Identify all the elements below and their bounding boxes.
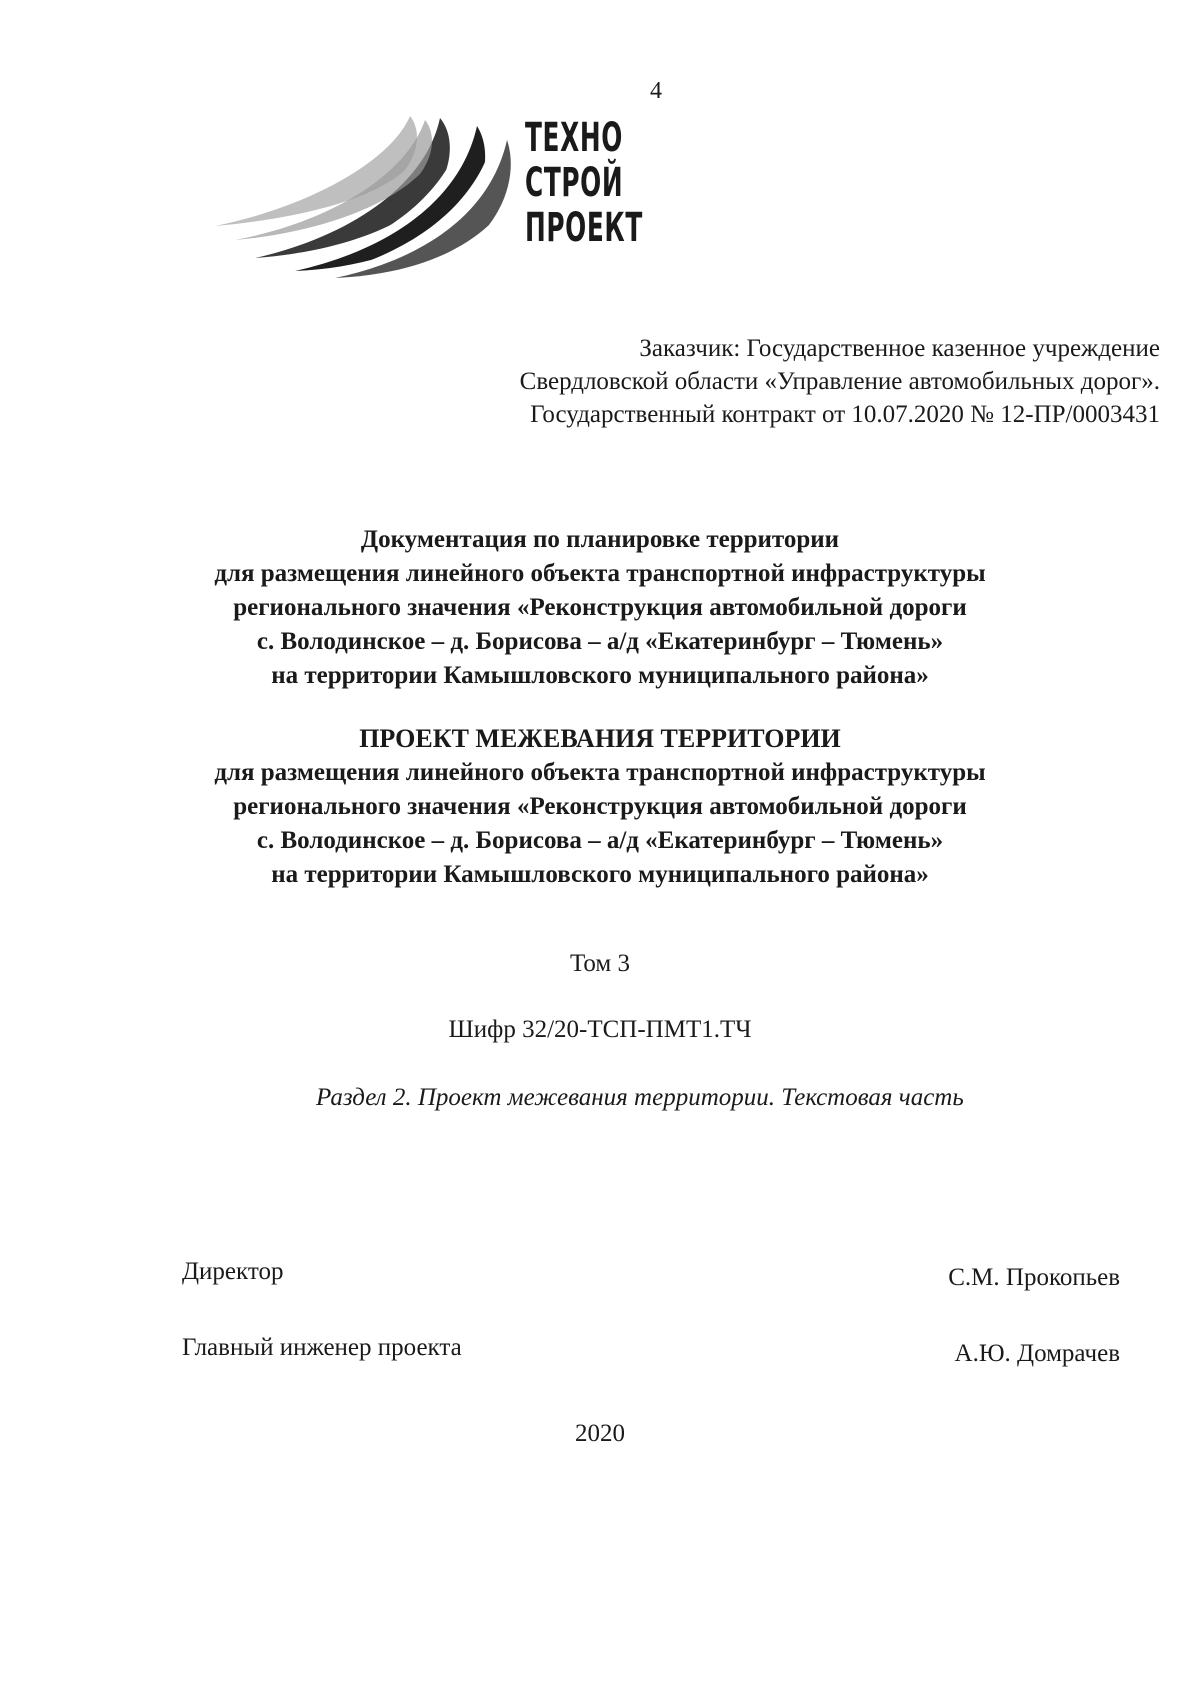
signature-role-chief-engineer: Главный инженер проекта	[182, 1334, 462, 1361]
documentation-line-3: регионального значения «Реконструкция автомобильной дороги	[233, 594, 967, 621]
project-heading: ПРОЕКТ МЕЖЕВАНИЯ ТЕРРИТОРИИ	[359, 724, 841, 753]
customer-line-3: Государственный контракт от 10.07.2020 № 12-ПР/0003431	[530, 401, 1160, 428]
page-number: 4	[650, 78, 662, 104]
project-line-3: с. Володинское – д. Борисова – а/д «Екатеринбург – Тюмень»	[256, 827, 944, 854]
year-label: 2020	[575, 1420, 625, 1447]
documentation-title	[100, 523, 1100, 693]
section-label: Раздел 2. Проект межевания территории. Текстовая часть	[316, 1084, 964, 1111]
logo-text	[525, 116, 643, 251]
customer-line-2: Свердловской области «Управление автомобильных дорог».	[519, 368, 1160, 395]
project-line-1: для размещения линейного объекта транспортной инфраструктуры	[214, 759, 986, 786]
documentation-line-4: с. Володинское – д. Борисова – а/д «Екатеринбург – Тюмень»	[256, 628, 944, 655]
signature-role-director: Директор	[182, 1258, 284, 1285]
cipher-label: Шифр 32/20-ТСП-ПМТ1.ТЧ	[448, 1016, 752, 1043]
project-title	[100, 722, 1100, 892]
project-line-4: на территории Камышловского муниципального района»	[271, 861, 929, 888]
company-logo	[215, 108, 645, 288]
volume-label: Том 3	[570, 950, 630, 977]
logo-line-3: ПРОЕКТ	[525, 205, 643, 251]
project-line-2: регионального значения «Реконструкция автомобильной дороги	[233, 793, 967, 820]
customer-info	[400, 332, 1160, 431]
logo-line-1: ТЕХНО	[525, 115, 623, 161]
road-stripes-icon	[215, 108, 515, 288]
signature-name-chief-engineer: А.Ю. Домрачев	[954, 1340, 1120, 1367]
signature-name-director: С.М. Прокопьев	[948, 1264, 1120, 1291]
customer-line-1: Заказчик: Государственное казенное учреждение	[639, 335, 1160, 362]
logo-line-2: СТРОЙ	[525, 160, 624, 206]
documentation-line-2: для размещения линейного объекта транспортной инфраструктуры	[214, 560, 986, 587]
documentation-line-5: на территории Камышловского муниципального района»	[271, 662, 929, 689]
documentation-line-1: Документация по планировке территории	[360, 526, 840, 553]
